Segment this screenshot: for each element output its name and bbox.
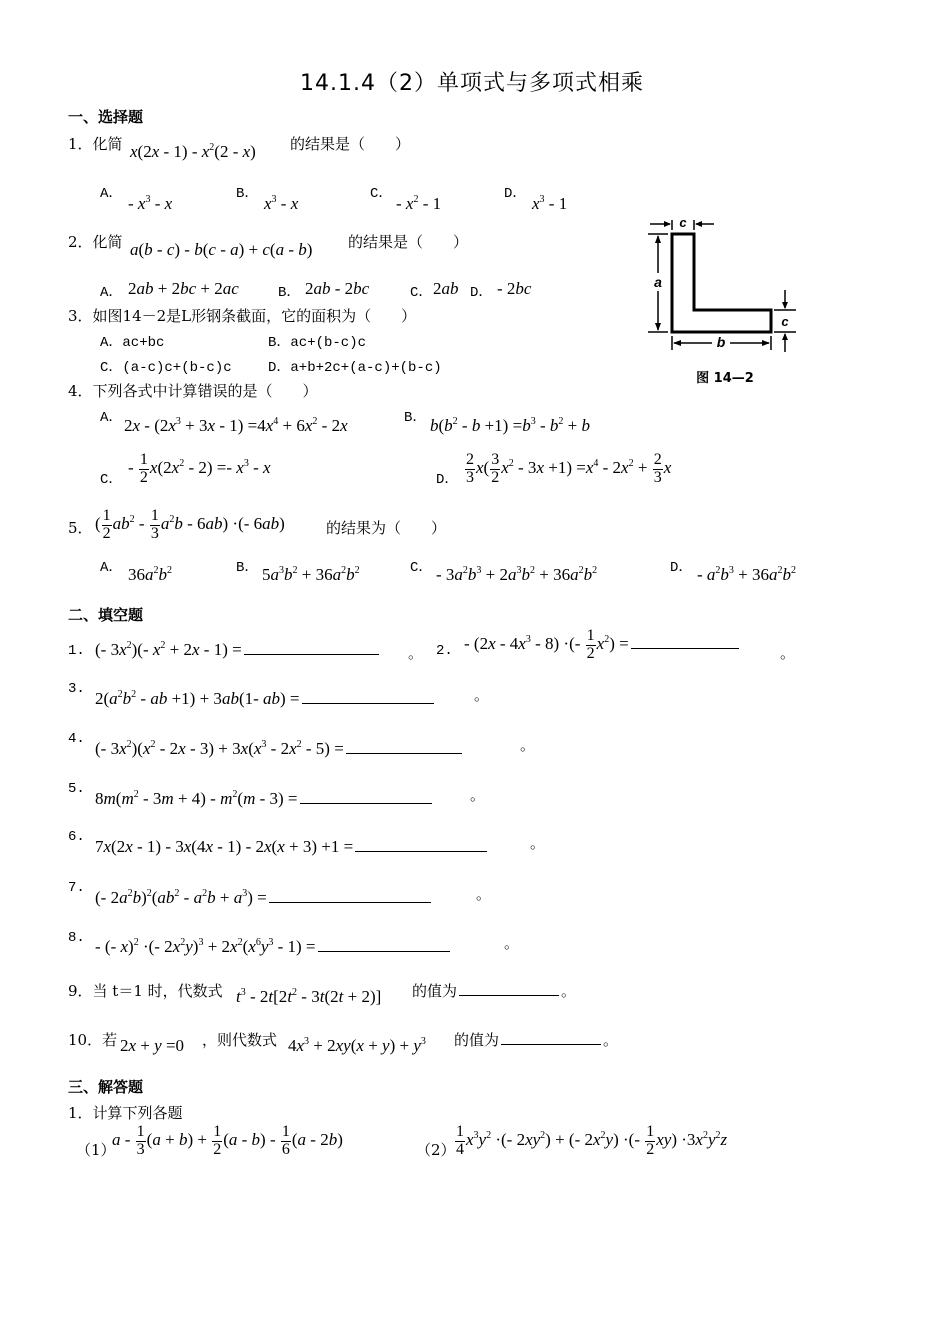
- fill-10-mid: ，则代数式: [202, 1031, 278, 1049]
- fill-1-period: 。: [408, 644, 424, 662]
- fill-8-expression: - (- x)$^2$ ·(- $2x^2y)^3 + 2x^2(x^6y^3 - 1)$ =: [95, 937, 452, 957]
- fill-9-suffix-text: 的值为: [412, 982, 458, 1000]
- figure-label-c-right: c: [781, 314, 789, 329]
- question-1-option-b: $x^3$ - x: [264, 194, 299, 213]
- fill-8-period: 。: [504, 934, 520, 952]
- figure-label-b: b: [716, 334, 726, 350]
- question-1-expression: $x(2x - 1) - x^2(2 - x)$: [130, 142, 256, 161]
- answer-part-1-label: （1）: [76, 1141, 116, 1159]
- fill-2-period: 。: [780, 644, 796, 662]
- question-5-option-a-label: A．: [100, 560, 123, 576]
- question-5-option-c-label: C．: [410, 560, 433, 576]
- question-1-option-a: - $x^3$ - x: [128, 194, 173, 213]
- fill-10-suffix: [454, 1029, 618, 1050]
- figure-label-a: a: [654, 274, 662, 290]
- fill-1-expression: (- $3x^2)(-$ $x^2 + 2x - 1$) =: [95, 640, 381, 660]
- question-3-option-a: A．ac+bc: [100, 335, 165, 351]
- question-4-option-a: $2x - (2x^3 + 3x - 1) =4x^4 + 6x^2 - 2x$: [124, 416, 348, 435]
- figure-label-c-top: c: [679, 215, 687, 230]
- l-shape-outline: [672, 234, 771, 332]
- fill-7-number: 7.: [68, 880, 85, 896]
- fill-8-number: 8.: [68, 930, 85, 946]
- fill-9-prefix: 9．当 t＝1 时，代数式: [68, 982, 223, 1000]
- question-5-suffix: 的结果为（ ）: [326, 519, 447, 537]
- figure-caption: 图 14—2: [696, 371, 754, 386]
- fill-4-period: 。: [520, 736, 536, 754]
- question-4-option-a-label: A．: [100, 410, 123, 426]
- question-2-option-b-label: B．: [278, 285, 301, 301]
- question-1-option-d: $x^3 - 1$: [532, 194, 568, 213]
- question-2-option-d-label: D．: [470, 285, 493, 301]
- question-1-option-b-label: B．: [236, 186, 259, 202]
- fill-5-period: 。: [470, 786, 486, 804]
- fill-4-expression: (- $3x^2)(x^2 - 2x - 3) + 3x(x^3 - 2x^2 - 5)$ =: [95, 739, 464, 759]
- question-2-option-c-label: C．: [410, 285, 433, 301]
- fill-9-suffix: [412, 980, 576, 1001]
- section-heading-choice: 一、选择题: [68, 108, 144, 126]
- question-5-option-c: - $3a^2b^3 + 2a^3b^2 + 36a^2b^2$: [436, 565, 598, 584]
- answer-part-2-expression: $\frac{1}{4}$ $x^3y^2$ ·(- $2xy^2$) + (- $2x^2y$) ·(- $\frac{1}{2}$ $xy) \cdot 3x^2y^2z$: [456, 1123, 728, 1158]
- question-5-option-a: $36a^2b^2$: [128, 565, 172, 584]
- fill-4-number: 4.: [68, 731, 85, 747]
- fill-3-period: 。: [474, 686, 490, 704]
- question-2-expression: a(b - c) - b(c - a) + c(a - b): [130, 240, 313, 259]
- question-4-option-c-label: C．: [100, 472, 123, 488]
- fill-9-period: 。: [561, 982, 577, 1000]
- question-4-text: 4．下列各式中计算错误的是（ ）: [68, 382, 318, 400]
- question-1-option-d-label: D．: [504, 186, 527, 202]
- question-5-option-b: $5a^3b^2 + 36a^2b^2$: [262, 565, 360, 584]
- fill-10-period: 。: [603, 1031, 619, 1049]
- question-2-prefix: 2．化简: [68, 233, 123, 251]
- question-2-suffix: 的结果是（ ）: [348, 233, 469, 251]
- fill-2-expression: - $(2x - 4x^3 - 8)$ ·(- $\frac{1}{2}$ $x^2$) =: [464, 628, 741, 663]
- question-5-expression: ( $\frac{1}{2}$ $ab^2$ - $\frac{1}{3}$ $a^2b - 6ab$) ·(- 6ab): [95, 507, 285, 542]
- fill-7-expression: (- $2a^2b)^2(ab^2 - a^2b + a^3)$ =: [95, 888, 433, 908]
- fill-3-expression: $2(a^2b^2$ - ab +1) + 3ab(1- ab) =: [95, 689, 436, 709]
- question-3-option-b: B．ac+(b-c)c: [268, 335, 367, 351]
- question-3-option-c: C．(a-c)c+(b-c)c: [100, 360, 232, 376]
- question-4-option-d-label: D．: [436, 472, 459, 488]
- l-shaped-steel-figure: [640, 210, 820, 390]
- question-3-text: 3．如图14－2是L形钢条截面，它的面积为（ ）: [68, 307, 417, 325]
- fill-10-prefix: 10．若: [68, 1031, 118, 1049]
- fill-10-expression: $4x^3 + 2xy(x + y) + y^3$: [288, 1036, 426, 1055]
- question-1-option-a-label: A．: [100, 186, 123, 202]
- question-4-option-b-label: B．: [404, 410, 427, 426]
- answer-part-1-expression: a - $\frac{1}{3}$ (a + b) + $\frac{1}{2}$ (a - b) - $\frac{1}{6}$ (a - 2b): [112, 1123, 343, 1158]
- section-heading-answer: 三、解答题: [68, 1078, 144, 1096]
- fill-5-expression: $8m(m^2 - 3m + 4) - m^2(m - 3)$ =: [95, 789, 434, 809]
- question-2-option-c: 2ab: [433, 279, 459, 298]
- fill-6-expression: 7x(2x - 1) - 3x(4x - 1) - 2x(x + 3) +1 =: [95, 837, 489, 857]
- fill-1-number: 1.: [68, 643, 85, 659]
- fill-3-number: 3.: [68, 681, 85, 697]
- fill-9-expression: $t^3 - 2t[2t^2 - 3t(2t + 2)]$: [236, 987, 382, 1006]
- question-2-option-b: 2ab - 2bc: [305, 279, 370, 298]
- question-2-option-d: - 2bc: [497, 279, 532, 298]
- fill-10-condition: 2x + y =0: [120, 1036, 185, 1055]
- question-5-option-b-label: B．: [236, 560, 259, 576]
- question-1-prefix: 1．化简: [68, 135, 123, 153]
- fill-5-number: 5.: [68, 781, 85, 797]
- answer-intro: 1．计算下列各题: [68, 1104, 183, 1122]
- fill-10-suffix-text: 的值为: [454, 1031, 500, 1049]
- question-4-option-d: $\frac{2}{3}$ x( $\frac{3}{2}$ $x^2 - 3x +1) =x^4 - 2x^2$ + $\frac{2}{3}$ x: [466, 451, 672, 486]
- page-title: 14.1.4（2）单项式与多项式相乘: [300, 71, 644, 96]
- question-5-prefix: 5．: [68, 519, 93, 537]
- answer-part-2-label: （2）: [416, 1141, 456, 1159]
- fill-2-number: 2.: [436, 643, 453, 659]
- section-heading-fill: 二、填空题: [68, 606, 144, 624]
- question-1-option-c: - $x^2 - 1$: [396, 194, 442, 213]
- question-4-option-c: - $\frac{1}{2}$ $x(2x^2 - 2) =- x^3 - x$: [128, 451, 271, 486]
- question-1-option-c-label: C．: [370, 186, 393, 202]
- question-4-option-b: $b(b^2 - b +1) =b^3 - b^2 + b$: [430, 416, 590, 435]
- question-5-option-d-label: D．: [670, 560, 693, 576]
- question-1-suffix: 的结果是（ ）: [290, 135, 411, 153]
- question-2-option-a: 2ab + 2bc + 2ac: [128, 279, 239, 298]
- fill-6-number: 6.: [68, 829, 85, 845]
- question-2-option-a-label: A．: [100, 285, 123, 301]
- question-5-option-d: - $a^2b^3 + 36a^2b^2$: [697, 565, 797, 584]
- question-3-option-d: D．a+b+2c+(a-c)+(b-c): [268, 360, 442, 376]
- fill-6-period: 。: [530, 834, 546, 852]
- fill-7-period: 。: [476, 885, 492, 903]
